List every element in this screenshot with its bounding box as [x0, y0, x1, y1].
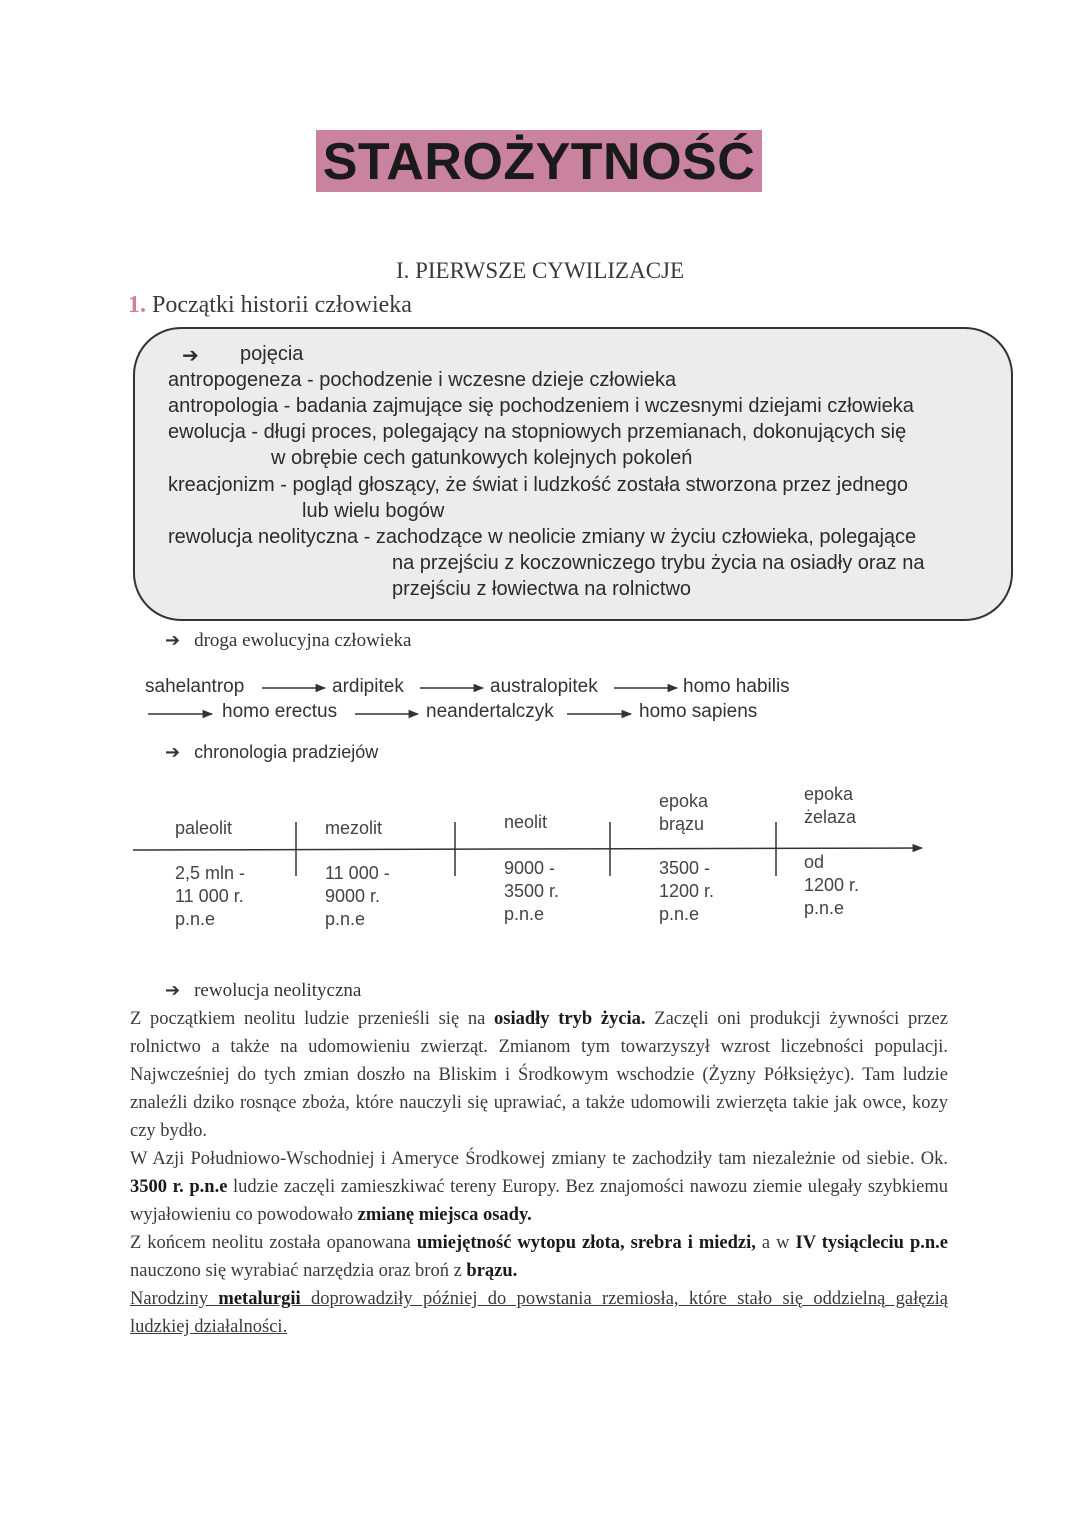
evolution-heading: ➔ droga ewolucyjna człowieka [165, 630, 412, 651]
period-name: paleolit [175, 818, 233, 838]
arrow-icon: ➔ [165, 742, 181, 763]
period-dates: 9000 - 3500 r. p.n.e [504, 858, 560, 924]
text-run: nauczono się wyrabiać narzędzia oraz broń z [130, 1261, 467, 1281]
text-run: doprowadziły później do powstania rzemiosła, które stało się oddzielną gałęzią ludzkiej działalności. [130, 1289, 948, 1337]
concept-ewolucja: ewolucja - długi proces, polegający na stopniowych przemianach, dokonujących się [168, 421, 907, 443]
concept-rewolucja-cont1: na przejściu z koczowniczego trybu życia na osiadły oraz na [392, 552, 925, 574]
concepts-heading: pojęcia [240, 343, 304, 365]
period-dates: 3500 - 1200 r. p.n.e [659, 858, 715, 924]
text-run: ludzie zaczęli zamieszkiwać tereny Europy. Bez znajomości nawozu ziemie ulegały szybkiemu wyjałowieniu co powodowało [130, 1177, 948, 1225]
evolution-stage: ardipitek [332, 676, 404, 697]
arrow-icon: ➔ [165, 980, 181, 1001]
bold-phrase: metalurgii [218, 1289, 301, 1309]
evolution-stage: homo habilis [683, 676, 790, 697]
arrow-icon: ➔ [165, 630, 181, 651]
page-title: STAROŻYTNOŚĆ [322, 133, 756, 191]
evolution-stage: sahelantrop [145, 676, 245, 697]
bold-phrase: IV tysiącleciu p.n.e [795, 1233, 948, 1253]
concept-antropologia: antropologia - badania zajmujące się pochodzeniem i wczesnymi dziejami człowieka [168, 395, 914, 417]
text-run: Z końcem neolitu została opanowana [130, 1233, 417, 1253]
text-run: Zaczęli oni produkcji żywności przez rolnictwo a także na udomowieniu zwierząt. Zmianom tym towarzyszył wzrost liczebności populacji. Najwcześniej do tych zmian doszło na Bliskim i Środkowym wschodzie (Żyzny Półksiężyc). Tam ludzie znaleźli dziko rosnące zboża, które nauczyli się uprawiać, a także udomowili zwierzęta takie jak owce, kozy czy bydło. [130, 1009, 948, 1141]
section-number: 1. [128, 292, 146, 318]
bold-phrase: brązu. [466, 1261, 518, 1281]
bold-phrase: 3500 r. p.n.e [130, 1177, 228, 1197]
paragraph [130, 1229, 948, 1285]
arrow-icon: ➔ [182, 345, 199, 367]
period-name: epoka żelaza [804, 784, 857, 827]
paragraph [130, 1145, 948, 1229]
evolution-stage: neandertalczyk [426, 701, 554, 722]
period-name: mezolit [325, 818, 383, 838]
evolution-stage: homo sapiens [639, 701, 758, 722]
neolithic-heading: ➔ rewolucja neolityczna [165, 980, 362, 1001]
concept-ewolucja-cont: w obrębie cech gatunkowych kolejnych pokoleń [271, 447, 693, 469]
period-dates: 2,5 mln - 11 000 r. p.n.e [175, 863, 246, 929]
evolution-arrows [0, 0, 1080, 760]
chapter-heading: I. PIERWSZE CYWILIZACJE [395, 258, 685, 283]
concept-kreacjonizm-cont: lub wielu bogów [302, 500, 445, 522]
chronology-heading: ➔ chronologia pradziejów [165, 742, 379, 763]
text-run: Z początkiem neolitu ludzie przenieśli się na [130, 1009, 495, 1029]
bold-phrase: zmianę miejsca osady. [357, 1205, 532, 1225]
concept-rewolucja-cont2: przejściu z łowiectwa na rolnictwo [392, 578, 692, 600]
text-run: W Azji Południowo-Wschodniej i Ameryce Środkowej zmiany te zachodziły tam niezależnie od siebie. Ok. [130, 1149, 948, 1169]
concept-kreacjonizm: kreacjonizm - pogląd głoszący, że świat i ludzkość została stworzona przez jednego [168, 474, 908, 496]
paragraph [130, 1005, 948, 1145]
paragraph [130, 1285, 948, 1341]
evolution-stage: homo erectus [222, 701, 338, 722]
bold-phrase: osiadły tryb życia. [494, 1009, 646, 1029]
section-title: Początki historii człowieka [152, 292, 412, 318]
bold-phrase: umiejętność wytopu złota, srebra i miedzi, [416, 1233, 756, 1253]
neolithic-text [130, 1005, 948, 1341]
text-run: Narodziny [130, 1289, 219, 1309]
concept-antropogeneza: antropogeneza - pochodzenie i wczesne dzieje człowieka [168, 369, 677, 391]
period-name: epoka brązu [659, 791, 709, 834]
period-dates: od 1200 r. p.n.e [804, 852, 860, 918]
evolution-stage: australopitek [490, 676, 598, 697]
period-dates: 11 000 - 9000 r. p.n.e [325, 863, 390, 929]
concept-rewolucja: rewolucja neolityczna - zachodzące w neolicie zmiany w życiu człowieka, polegające [168, 526, 917, 548]
text-run: a w [755, 1233, 796, 1253]
period-name: neolit [504, 812, 548, 832]
